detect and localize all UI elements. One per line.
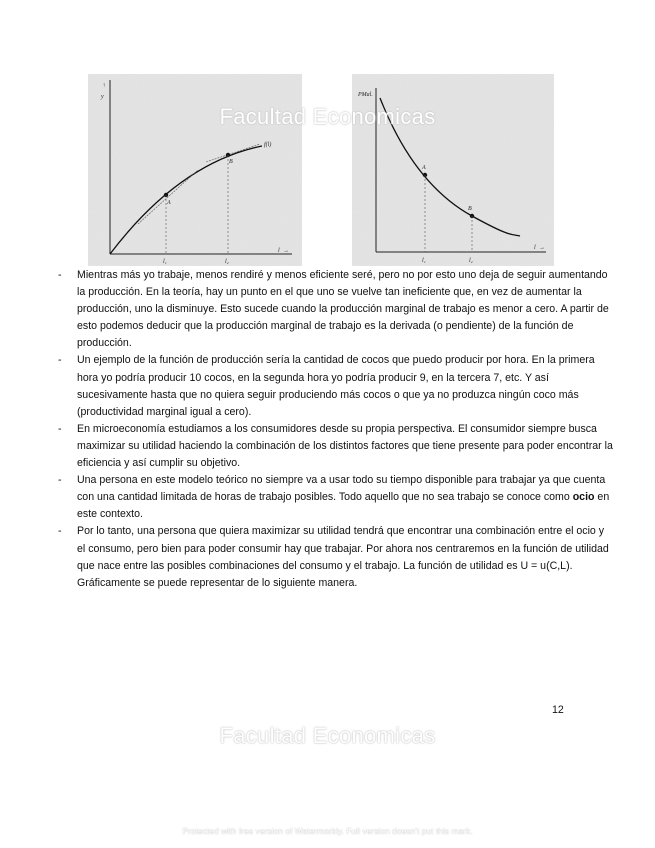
bullet-item (58, 472, 614, 523)
bullet-item (58, 352, 614, 420)
page-number: 12 (552, 704, 564, 716)
x-axis-arrow: → (539, 245, 545, 251)
curve-label: f(l) (264, 142, 272, 148)
bullet-text-before: Una persona en este modelo teórico no siempre va a usar todo su tiempo disponible para trabajar ya que cuenta con una cantidad limitada de horas de trabajo posibles. Todo aquello que no sea trabajo se conoce como (77, 474, 606, 504)
bullet-dash: - (58, 269, 62, 281)
x-axis-label: l (534, 245, 536, 251)
bullet-list (58, 267, 614, 592)
production-function-graph (88, 74, 302, 266)
bullet-dash: - (58, 354, 62, 367)
tick-l1: l₁ (422, 258, 426, 264)
y-axis-label: PMal. (358, 92, 373, 98)
tick-l2: l₂ (469, 258, 473, 264)
point-a-label: A (167, 200, 171, 206)
point-b-label: B (468, 206, 472, 212)
y-axis-arrow: → (101, 82, 107, 88)
bullet-dash: - (58, 474, 62, 487)
bullet-text: Un ejemplo de la función de producción sería la cantidad de cocos que puedo producir por hora. En la primera hora yo podría producir 10 cocos, en la segunda hora yo podría producir 9, en la tercera 7, etc. Y así sucesivamente hasta que no quiera seguir produciendo más cocos o que ya no produzca ningún coco más (productividad marginal igual a cero). (77, 354, 595, 418)
tick-l2: l₂ (225, 259, 229, 265)
bullet-text: En microeconomía estudiamos a los consumidores desde su propia perspectiva. El consumidor siempre busca maximizar su utilidad haciendo la combinación de los distintos factores que tiene presente para poder encontrar la eficiencia y así cumplir su objetivo. (77, 422, 613, 470)
bullet-item (58, 267, 614, 352)
bullet-text: Mientras más yo trabaje, menos rendiré y menos eficiente seré, pero no por esto uno deja de seguir aumentando la producción. En la teoría, hay un punto en el que uno se vuelve tan ineficiente que, en vez de aumentar la producción, uno la disminuye. Esto sucede cuando la producción marginal de trabajo es menor a cero. A partir de esto podemos deducir que la producción marginal de trabajo es la derivada (o pendiente) de la función de producción. (77, 269, 609, 350)
watermark-notice: Protected with free version of Watermarkly. Full version doesn't put this mark. (182, 826, 473, 836)
watermark-bottom: Facultad Economicas (219, 723, 436, 748)
point-b-label: B (229, 159, 233, 165)
bullet-item (58, 421, 614, 472)
bold-term-ocio: ocio (572, 491, 595, 504)
y-axis-label: y (101, 94, 104, 100)
bullet-dash: - (58, 422, 62, 435)
bullet-dash: - (58, 525, 62, 538)
x-axis-label: l (278, 248, 280, 254)
bullet-text: Por lo tanto, una persona que quiera maximizar su utilidad tendrá que encontrar una combinación entre el ocio y el consumo, pero bien para poder consumir hay que trabajar. Por ahora nos centraremos en la función de utilidad que nace entre las posibles combinaciones del consumo y el trabajo. La función de utilidad es U = u(C,L). Gráficamente se puede representar de lo siguiente manera. (77, 525, 609, 589)
bullet-text-after: en este contexto. (77, 491, 610, 521)
marginal-product-graph (352, 74, 554, 266)
watermark-top: Facultad Economicas (219, 104, 436, 129)
tick-l1: l₁ (163, 259, 167, 265)
bullet-item (58, 523, 614, 591)
x-axis-arrow: → (283, 248, 289, 254)
point-a-label: A (422, 165, 426, 171)
